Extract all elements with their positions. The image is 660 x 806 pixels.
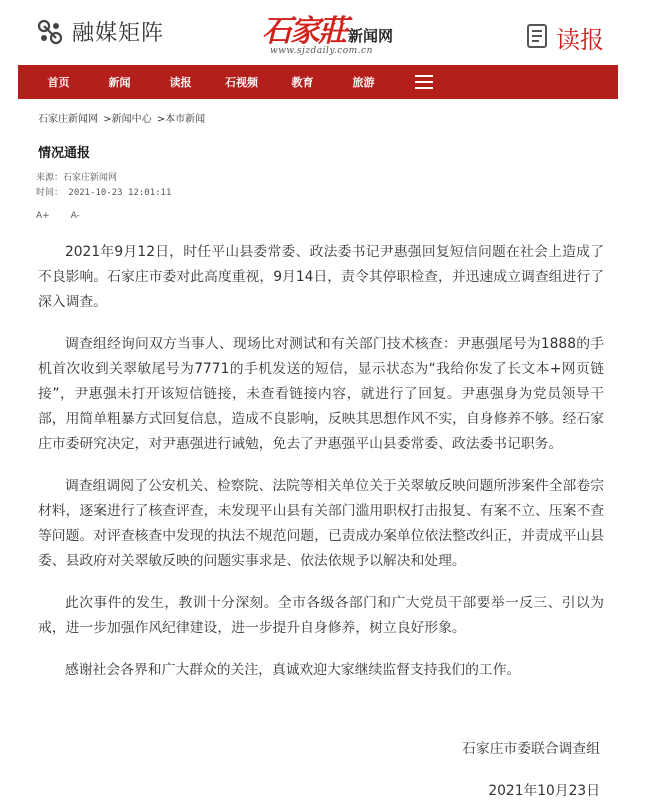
font-size-controls [36, 211, 98, 221]
read-paper-label: 读报 [556, 26, 604, 54]
media-matrix-logo-icon [36, 18, 64, 46]
media-matrix-link[interactable] [36, 16, 164, 47]
breadcrumb-home[interactable]: 石家庄新闻网 [38, 114, 98, 125]
newspaper-icon [526, 23, 550, 53]
article-paragraph: 调查组调阅了公安机关、检察院、法院等相关单位关于关翠敏反映问题所涉案件全部卷宗材料，逐案进行了核查评查，未发现平山县有关部门滥用职权打击报复、有案不立、压案不查等问题。对评查核查中发现的执法不规范问题，已责成办案单位依法整改纠正，并责成平山县委、县政府对关翠敏反映的问题实事求是、依法依规予以解决和处理。 [38, 478, 604, 569]
site-logo-news: 新闻网 [348, 27, 394, 45]
breadcrumb-news-center[interactable]: >新闻中心 [103, 114, 152, 125]
read-paper-link[interactable] [526, 20, 604, 55]
nav-item-news[interactable]: 新闻 [108, 76, 131, 89]
nav-item-video[interactable]: 石视频 [225, 76, 258, 89]
article-title: 情况通报 [38, 146, 91, 161]
article-date: 2021年10月23日 [488, 783, 600, 799]
site-url: www.sjzdaily.com.cn [270, 46, 373, 56]
nav-item-education[interactable]: 教育 [291, 76, 314, 89]
article-paragraph: 2021年9月12日，时任平山县委常委、政法委书记尹惠强回复短信问题在社会上造成了不良影响。石家庄市委对此高度重视，9月14日，责令其停职检查，并迅速成立调查组进行了深入调查。 [38, 244, 604, 310]
media-matrix-label: 融媒矩阵 [72, 21, 165, 46]
font-decrease-button[interactable]: A- [70, 211, 80, 221]
nav-item-home[interactable]: 首页 [47, 76, 70, 89]
article-signature: 石家庄市委联合调查组 [462, 741, 600, 757]
nav-item-travel[interactable]: 旅游 [352, 76, 375, 89]
article-meta [36, 171, 171, 201]
article-paragraph: 此次事件的发生，教训十分深刻。全市各级各部门和广大党员干部要举一反三、引以为戒，进一步加强作风纪律建设，进一步提升自身修养，树立良好形象。 [38, 595, 604, 636]
article-body [38, 240, 604, 700]
article-paragraph: 调查组经询问双方当事人、现场比对测试和有关部门技术核查：尹惠强尾号为1888的手机首次收到关翠敏尾号为7771的手机发送的短信，显示状态为“我给你发了长文本+网页链接”，尹惠强未打开该短信链接，未查看链接内容，就进行了回复。尹惠强身为党员领导干部，用简单粗暴方式回复信息，造成不良影响，反映其思想作风不实，自身修养不够。经石家庄市委研究决定，对尹惠强进行诫勉，免去了尹惠强平山县委常委、政法委书记职务。 [38, 336, 604, 452]
hamburger-menu-icon[interactable] [404, 65, 444, 99]
article-time: 时间： 2021-10-23 12:01:11 [36, 188, 172, 198]
breadcrumb-local-news[interactable]: >本市新闻 [156, 114, 206, 125]
site-header [0, 0, 660, 64]
breadcrumb [38, 110, 207, 125]
article-source: 来源：石家庄新闻网 [36, 173, 118, 183]
main-nav [18, 65, 618, 99]
font-increase-button[interactable]: A+ [36, 211, 50, 221]
site-logo[interactable] [262, 6, 412, 54]
article-paragraph: 感谢社会各界和广大群众的关注，真诚欢迎大家继续监督支持我们的工作。 [65, 662, 521, 678]
nav-item-read-paper[interactable]: 读报 [169, 76, 192, 89]
site-logo-calligraphy: 石家莊 [262, 14, 346, 49]
